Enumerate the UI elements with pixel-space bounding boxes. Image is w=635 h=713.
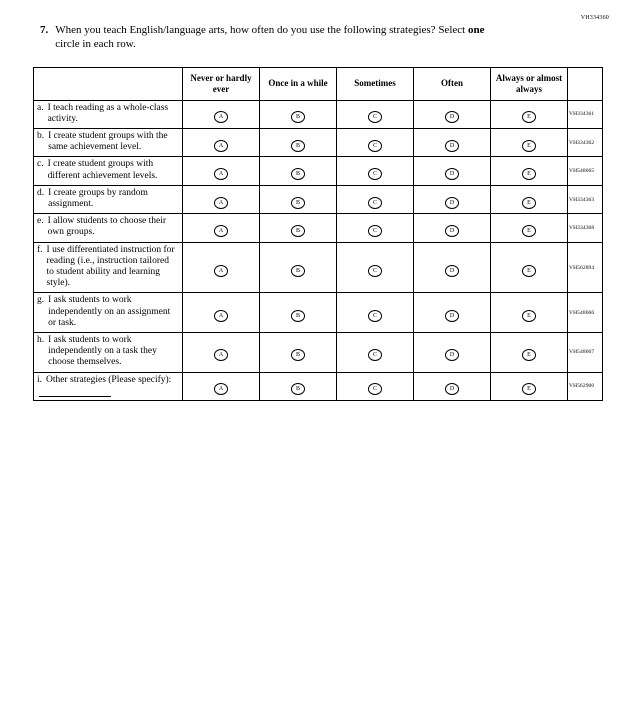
answer-bubble[interactable]: A — [214, 265, 228, 277]
answer-cell — [491, 129, 568, 157]
row-code: VH548667 — [568, 333, 603, 373]
row-text: I use differentiated instruction for reading (i.e., instruction tailored to student ability and learning style). — [46, 244, 175, 289]
table-row — [34, 372, 603, 400]
answer-cell — [337, 185, 414, 213]
answer-cell — [183, 129, 260, 157]
answer-cell — [183, 185, 260, 213]
answer-bubble[interactable]: D — [445, 197, 459, 209]
answer-cell — [260, 157, 337, 185]
answer-bubble[interactable]: D — [445, 310, 459, 322]
question-text-bold: one — [467, 24, 485, 36]
answer-cell — [491, 242, 568, 293]
header-empty-label — [34, 68, 183, 101]
row-label — [34, 333, 183, 373]
table-row — [34, 333, 603, 373]
answer-bubble[interactable]: B — [291, 310, 305, 322]
answer-bubble[interactable]: A — [214, 225, 228, 237]
answer-bubble[interactable]: A — [214, 383, 228, 395]
header-sometimes: Sometimes — [337, 68, 414, 101]
answer-cell — [414, 293, 491, 333]
header-empty-code — [568, 68, 603, 101]
answer-cell — [337, 157, 414, 185]
answer-bubble[interactable]: B — [291, 225, 305, 237]
answer-bubble[interactable]: C — [368, 349, 382, 361]
answer-cell — [183, 157, 260, 185]
row-code: VH334368 — [568, 214, 603, 242]
answer-bubble[interactable]: D — [445, 349, 459, 361]
row-letter: e. — [37, 216, 44, 227]
answer-cell — [491, 157, 568, 185]
answer-bubble[interactable]: B — [291, 111, 305, 123]
answer-cell — [337, 372, 414, 400]
answer-cell — [183, 333, 260, 373]
answer-cell — [183, 372, 260, 400]
specify-input-line[interactable] — [39, 386, 111, 397]
row-code: VH334363 — [568, 185, 603, 213]
answer-cell — [337, 100, 414, 128]
answer-cell — [337, 129, 414, 157]
row-code: VH334362 — [568, 129, 603, 157]
row-text: I teach reading as a whole-class activity. — [47, 102, 169, 124]
answer-bubble[interactable]: E — [522, 383, 536, 395]
answer-cell — [260, 333, 337, 373]
row-code: VH548666 — [568, 293, 603, 333]
question-text-suffix: circle in each row. — [55, 38, 136, 51]
frequency-table — [33, 67, 603, 401]
answer-cell — [337, 333, 414, 373]
row-label — [34, 372, 183, 400]
answer-bubble[interactable]: B — [291, 168, 305, 180]
row-letter: g. — [37, 295, 45, 306]
table-row — [34, 157, 603, 185]
answer-bubble[interactable]: E — [522, 168, 536, 180]
answer-cell — [491, 185, 568, 213]
table-row — [34, 100, 603, 128]
answer-cell — [414, 242, 491, 293]
answer-cell — [491, 214, 568, 242]
answer-bubble[interactable]: C — [368, 265, 382, 277]
answer-cell — [260, 372, 337, 400]
row-label — [34, 293, 183, 333]
row-text: I create student groups with different achievement levels. — [47, 159, 158, 181]
row-letter: c. — [37, 159, 44, 170]
answer-cell — [491, 293, 568, 333]
table-row — [34, 214, 603, 242]
row-label — [34, 185, 183, 213]
row-letter: i. — [37, 374, 43, 385]
row-text: Other strategies (Please specify): — [46, 374, 172, 385]
answer-cell — [260, 100, 337, 128]
table-row — [34, 293, 603, 333]
answer-bubble[interactable]: A — [214, 310, 228, 322]
answer-bubble[interactable]: E — [522, 111, 536, 123]
answer-bubble[interactable]: C — [368, 383, 382, 395]
row-code: VH562900 — [568, 372, 603, 400]
answer-cell — [414, 214, 491, 242]
answer-cell — [337, 242, 414, 293]
answer-bubble[interactable]: E — [522, 225, 536, 237]
header-often: Often — [414, 68, 491, 101]
row-text: I create groups by random assignment. — [48, 187, 148, 210]
row-text: I allow students to choose their own groups. — [47, 216, 167, 238]
answer-cell — [260, 293, 337, 333]
header-once-in-a-while: Once in a while — [260, 68, 337, 101]
row-text: I ask students to work independently on an assignment or task. — [48, 295, 171, 328]
row-code: VH334361 — [568, 100, 603, 128]
row-letter: b. — [37, 131, 45, 141]
answer-bubble[interactable]: D — [445, 265, 459, 277]
header-row — [34, 68, 603, 101]
table-row — [34, 185, 603, 213]
answer-bubble[interactable]: A — [214, 349, 228, 361]
answer-bubble[interactable]: B — [291, 197, 305, 209]
answer-bubble[interactable]: E — [522, 265, 536, 277]
answer-bubble[interactable]: B — [291, 383, 305, 395]
answer-cell — [260, 214, 337, 242]
answer-cell — [337, 293, 414, 333]
answer-bubble[interactable]: A — [214, 140, 228, 152]
question-text — [55, 23, 510, 52]
answer-bubble[interactable]: B — [291, 349, 305, 361]
row-label — [34, 242, 183, 293]
answer-bubble[interactable]: E — [522, 349, 536, 361]
question-number: 7. — [40, 24, 49, 36]
answer-cell — [414, 157, 491, 185]
question-block — [40, 23, 510, 52]
answer-bubble[interactable]: C — [368, 310, 382, 322]
row-label — [34, 214, 183, 242]
row-text: I ask students to work independently on a task they choose themselves. — [48, 335, 157, 368]
answer-cell — [491, 100, 568, 128]
answer-cell — [260, 242, 337, 293]
answer-cell — [491, 333, 568, 373]
answer-cell — [260, 185, 337, 213]
answer-bubble[interactable]: B — [291, 140, 305, 152]
answer-bubble[interactable]: E — [522, 197, 536, 209]
answer-bubble[interactable]: C — [368, 140, 382, 152]
row-code: VH548665 — [568, 157, 603, 185]
header-always: Always or almost always — [491, 68, 568, 101]
row-letter: h. — [37, 335, 45, 346]
row-text: I create student groups with the same achievement level. — [48, 131, 168, 153]
form-code: VH334360 — [580, 15, 609, 21]
question-text-prefix: When you teach English/language arts, how often do you use the following strategies? Select — [55, 24, 468, 36]
answer-bubble[interactable]: C — [368, 111, 382, 123]
answer-bubble[interactable]: C — [368, 225, 382, 237]
answer-cell — [414, 333, 491, 373]
answer-bubble[interactable]: C — [368, 168, 382, 180]
answer-bubble[interactable]: B — [291, 265, 305, 277]
answer-cell — [183, 100, 260, 128]
answer-bubble[interactable]: D — [445, 111, 459, 123]
answer-cell — [183, 242, 260, 293]
answer-cell — [260, 129, 337, 157]
row-letter: f. — [37, 244, 43, 255]
answer-cell — [183, 293, 260, 333]
row-letter: d. — [37, 187, 45, 198]
answer-bubble[interactable]: A — [214, 111, 228, 123]
answer-bubble[interactable]: A — [214, 197, 228, 209]
answer-bubble[interactable]: E — [522, 140, 536, 152]
row-label — [34, 100, 183, 128]
answer-cell — [491, 372, 568, 400]
row-letter: a. — [37, 102, 44, 113]
table-row — [34, 129, 603, 157]
answer-cell — [183, 214, 260, 242]
row-label — [34, 129, 183, 157]
row-label — [34, 157, 183, 185]
answer-bubble[interactable]: E — [522, 310, 536, 322]
answer-bubble[interactable]: A — [214, 168, 228, 180]
answer-cell — [414, 129, 491, 157]
answer-bubble[interactable]: C — [368, 197, 382, 209]
row-code: VH562894 — [568, 242, 603, 293]
header-never: Never or hardly ever — [183, 68, 260, 101]
answer-bubble[interactable]: D — [445, 225, 459, 237]
answer-cell — [414, 100, 491, 128]
answer-cell — [337, 214, 414, 242]
answer-cell — [414, 372, 491, 400]
answer-cell — [414, 185, 491, 213]
answer-bubble[interactable]: D — [445, 383, 459, 395]
table-row — [34, 242, 603, 293]
answer-bubble[interactable]: D — [445, 168, 459, 180]
answer-bubble[interactable]: D — [445, 140, 459, 152]
